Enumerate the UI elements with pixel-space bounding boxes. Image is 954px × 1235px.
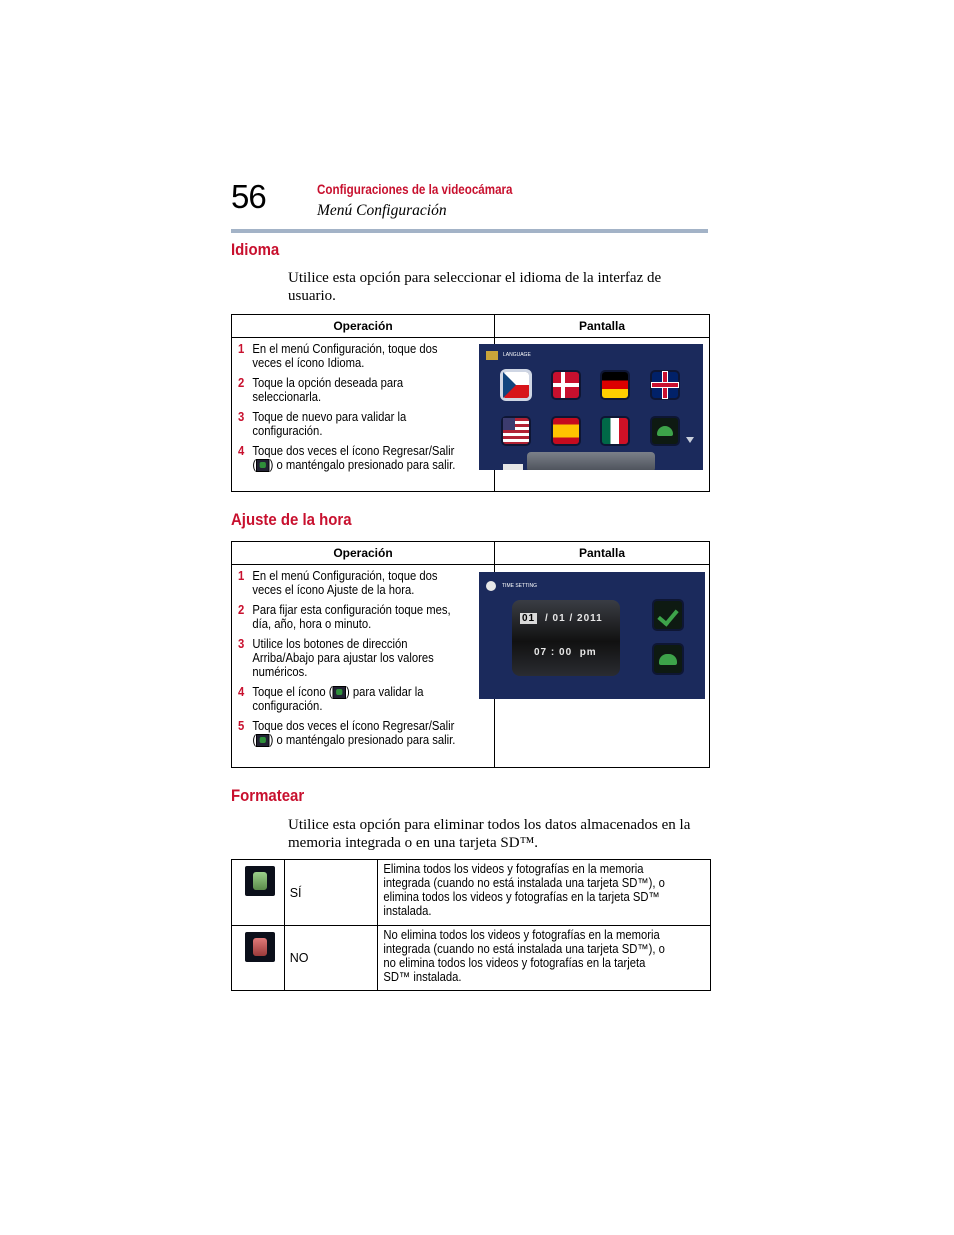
step: 3 Utilice los botones de dirección Arriba/Abajo para ajustar los valores numéricos. [238, 637, 434, 679]
date-field[interactable]: / 01 / 2011 [545, 613, 603, 624]
time-field[interactable]: 07 : 00 pm [534, 647, 597, 658]
clock-icon [486, 581, 496, 591]
screen-title: LANGUAGE [503, 352, 531, 358]
back-exit-icon [256, 459, 270, 472]
format-yes-label: SÍ [284, 860, 377, 926]
idioma-heading: Idioma [231, 240, 280, 259]
time-setting-screen [479, 572, 705, 699]
germany-flag-icon[interactable] [602, 372, 628, 398]
denmark-flag-icon[interactable] [553, 372, 579, 398]
header-rule [231, 229, 708, 233]
table-row [232, 860, 711, 926]
back-exit-icon [256, 734, 270, 747]
format-no-label: NO [284, 926, 377, 991]
uk-flag-icon[interactable] [652, 372, 678, 398]
step: 3 Toque de nuevo para validar la configuración. [238, 410, 407, 438]
idioma-intro: Utilice esta opción para seleccionar el idioma de la interfaz de usuario. [288, 270, 662, 304]
step: 2 Para fijar esta configuración toque mes, día, año, hora o minuto. [238, 603, 451, 631]
step: 2 Toque la opción deseada para seleccionarla. [238, 376, 404, 404]
col-operacion: Operación [232, 542, 495, 565]
confirm-icon[interactable] [654, 601, 682, 629]
format-yes-icon [245, 866, 275, 896]
col-pantalla: Pantalla [495, 315, 710, 338]
hora-heading: Ajuste de la hora [231, 510, 352, 529]
step: 1 En el menú Configuración, toque dos veces el ícono Idioma. [238, 342, 438, 370]
back-icon[interactable] [654, 645, 682, 673]
usa-flag-icon[interactable] [503, 418, 529, 444]
month-field[interactable]: 01 [522, 613, 536, 624]
chapter-title: Configuraciones de la videocámara [317, 182, 513, 197]
page-number: 56 [231, 178, 266, 215]
czech-flag-icon[interactable] [503, 372, 529, 398]
hora-steps [232, 565, 494, 747]
datetime-panel [512, 600, 620, 676]
back-icon[interactable] [652, 418, 678, 444]
table-row [232, 926, 711, 991]
idioma-steps [232, 338, 494, 472]
format-yes-desc: Elimina todos los videos y fotografías en la memoria integrada (cuando no está instalada una tarjeta SD™), o elimina todos los videos y fotografías en la tarjeta SD™ instalada. [383, 862, 665, 918]
next-flag-icon [503, 464, 523, 470]
step: 4 Toque dos veces el ícono Regresar/Salir ( ) o manténgalo presionado para salir. [238, 444, 456, 472]
mexico-flag-icon[interactable] [602, 418, 628, 444]
step: 4 Toque el ícono ( ) para validar la configuración. [238, 685, 424, 714]
step: 5 Toque dos veces el ícono Regresar/Salir ( ) o manténgalo presionado para salir. [238, 719, 456, 748]
spain-flag-icon[interactable] [553, 418, 579, 444]
formatear-intro: Utilice esta opción para eliminar todos los datos almacenados en la memoria integrada o en una tarjeta SD™. [288, 817, 691, 851]
format-table [231, 859, 711, 991]
col-operacion: Operación [232, 315, 495, 338]
format-no-icon [245, 932, 275, 962]
scroll-down-icon[interactable] [686, 437, 694, 443]
selection-popup [527, 452, 655, 470]
confirm-icon [332, 686, 346, 699]
language-screen [479, 344, 703, 470]
format-no-desc: No elimina todos los videos y fotografías en la memoria integrada (cuando no está instalada una tarjeta SD™), o no elimina todos los videos y fotografías en la tarjeta SD™ instalada. [383, 928, 665, 984]
step: 1 En el menú Configuración, toque dos veces el ícono Ajuste de la hora. [238, 569, 438, 597]
col-pantalla: Pantalla [495, 542, 710, 565]
menu-icon [486, 351, 498, 360]
formatear-heading: Formatear [231, 786, 305, 805]
screen-title: TIME SETTING [502, 583, 537, 589]
section-title: Menú Configuración [317, 202, 447, 219]
